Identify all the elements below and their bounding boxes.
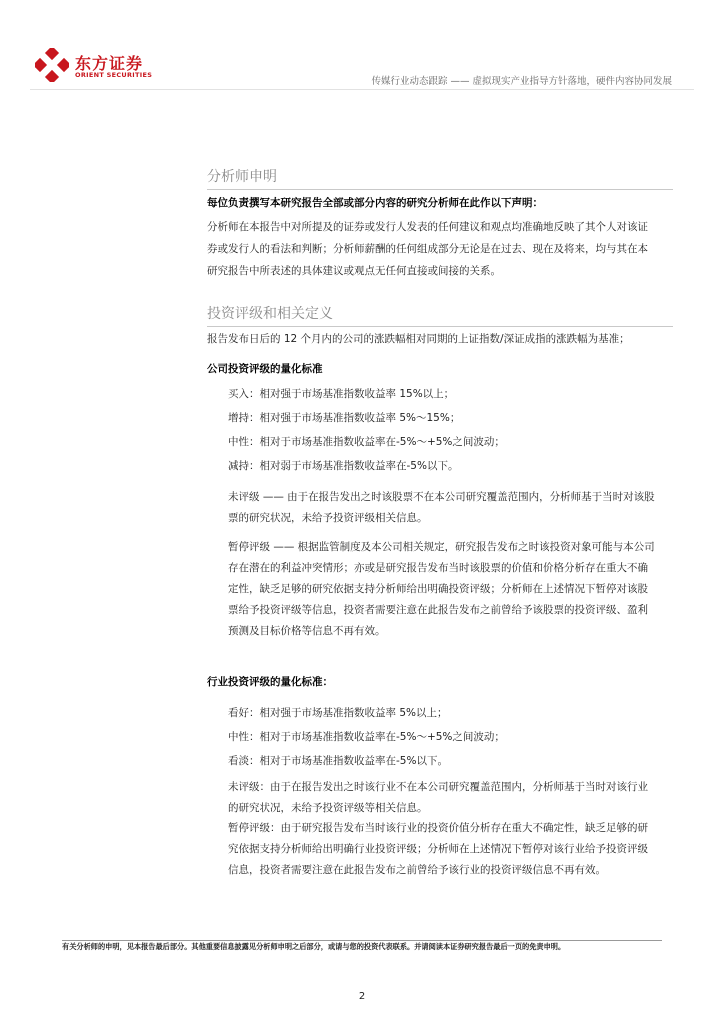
industry-rating-neutral: 中性：相对于市场基准指数收益率在-5%～+5%之间波动；	[228, 731, 505, 743]
analyst-statement-heading: 每位负责撰写本研究报告全部或部分内容的研究分析师在此作以下声明：	[207, 197, 543, 209]
industry-unrated-paragraph	[228, 777, 674, 819]
analyst-statement-line: 券或发行人的看法和判断；分析师薪酬的任何组成部分无论是在过去、现在及将来，均与其在本	[207, 243, 648, 255]
analyst-statement-line: 研究报告中所表述的具体建议或观点无任何直接或间接的关系。	[207, 265, 501, 277]
paragraph-line: 未评级：由于在报告发出之时该行业不在本公司研究覆盖范围内，分析师基于当时对该行业	[228, 781, 648, 793]
company-suspended-paragraph	[228, 537, 674, 642]
paragraph-line: 未评级 —— 由于在报告发出之时该股票不在本公司研究覆盖范围内，分析师基于当时对该股	[228, 491, 655, 503]
paragraph-line: 预测及目标价格等信息不再有效。	[228, 625, 386, 637]
logo-chinese-name: 东方证券	[75, 54, 144, 73]
analyst-statement-body	[207, 216, 673, 282]
logo-english-name: ORIENT SECURITIES	[75, 71, 153, 79]
paragraph-line: 暂停评级 —— 根据监管制度及本公司相关规定，研究报告发布之时该投资对象可能与本公司	[228, 541, 655, 553]
paragraph-line: 信息，投资者需要注意在此报告发布之前曾给予该行业的投资评级信息不再有效。	[228, 864, 606, 876]
industry-rating-positive: 看好：相对强于市场基准指数收益率 5%以上；	[228, 707, 448, 719]
paragraph-line: 究依据支持分析师给出明确行业投资评级；分析师在上述情况下暂停对该行业给予投资评级	[228, 843, 648, 855]
paragraph-line: 的研究状况，未给予投资评级等相关信息。	[228, 802, 428, 814]
report-header-title: 传媒行业动态跟踪 —— 虚拟现实产业指导方针落地，硬件内容协同发展	[371, 76, 672, 87]
paragraph-line: 票给予投资评级等信息，投资者需要注意在此报告发布之前曾给予该股票的投资评级、盈利	[228, 604, 648, 616]
industry-suspended-paragraph	[228, 818, 674, 881]
company-rating-overweight: 增持：相对强于市场基准指数收益率 5%～15%；	[228, 412, 461, 424]
company-rating-buy: 买入：相对强于市场基准指数收益率 15%以上；	[228, 388, 455, 400]
analyst-section-title: 分析师申明	[207, 166, 673, 190]
rating-intro: 报告发布日后的 12 个月内的公司的涨跌幅相对同期的上证指数/深证成指的涨跌幅为基准；	[207, 333, 630, 345]
paragraph-line: 定性，缺乏足够的研究依据支持分析师给出明确投资评级；分析师在上述情况下暂停对该股	[228, 583, 648, 595]
page-number: 2	[358, 991, 366, 1002]
paragraph-line: 存在潜在的利益冲突情形；亦或是研究报告发布当时该股票的价值和价格分析存在重大不确	[228, 562, 648, 574]
company-rating-heading: 公司投资评级的量化标准	[207, 363, 323, 375]
company-rating-neutral: 中性：相对于市场基准指数收益率在-5%～+5%之间波动；	[228, 436, 505, 448]
industry-rating-heading: 行业投资评级的量化标准：	[207, 676, 333, 688]
analyst-statement-line: 分析师在本报告中对所提及的证券或发行人发表的任何建议和观点均准确地反映了其个人对该证	[207, 221, 648, 233]
footer-divider	[62, 940, 662, 941]
orient-logo-icon	[35, 48, 69, 82]
company-rating-underweight: 减持：相对弱于市场基准指数收益率在-5%以下。	[228, 460, 459, 472]
paragraph-line: 票的研究状况，未给予投资评级相关信息。	[228, 512, 428, 524]
rating-section-title: 投资评级和相关定义	[207, 303, 673, 327]
company-logo	[35, 48, 185, 88]
company-unrated-paragraph	[228, 487, 674, 529]
header-divider	[30, 89, 694, 90]
industry-rating-negative: 看淡：相对于市场基准指数收益率在-5%以下。	[228, 755, 448, 767]
footer-disclaimer: 有关分析师的申明，见本报告最后部分。其他重要信息披露见分析师申明之后部分，或请与您的投资代表联系。并请阅读本证券研究报告最后一页的免责申明。	[62, 942, 566, 951]
paragraph-line: 暂停评级：由于研究报告发布当时该行业的投资价值分析存在重大不确定性，缺乏足够的研	[228, 822, 648, 834]
